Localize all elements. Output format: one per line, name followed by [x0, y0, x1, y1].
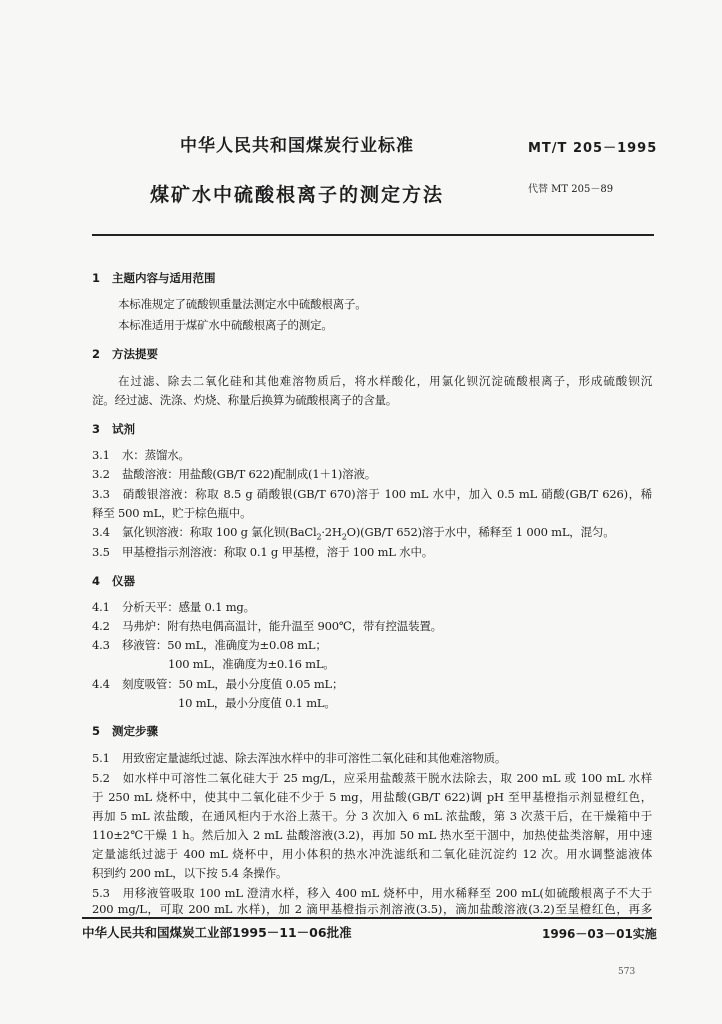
section-heading: 2 方法提要 — [92, 347, 158, 361]
clause-item: 3.4 氯化钡溶液：称取 100 g 氯化钡$(BaCl_2\cdot 2H_2O)(GB/T$ 652)溶于水中，稀释至 1 000 mL，混匀。 — [92, 525, 615, 542]
paragraph-line: 再加 5 mL 浓盐酸，在通风柜内于水浴上蒸干。分 3 次加入 6 mL 浓盐酸，第 3 次蒸干后，在干燥箱中于 — [92, 809, 652, 823]
clause-item: 5.2 如水样中可溶性二氧化硅大于 25 mg/L，应采用盐酸蒸干脱水法除去，取 200 mL 或 100 mL 水样 — [92, 771, 652, 785]
paragraph-line: 释至 500 mL，贮于棕色瓶中。 — [92, 506, 252, 520]
clause-item: 3.5 甲基橙指示剂溶液：称取 0.1 g 甲基橙，溶于 100 mL 水中。 — [92, 545, 434, 559]
section-heading: 5 测定步骤 — [92, 724, 158, 738]
header-divider — [92, 234, 654, 236]
issuing-body-title: 中华人民共和国煤炭行业标准 — [180, 136, 414, 156]
clause-item: 4.4 刻度吸管：50 mL，最小分度值 0.05 mL； — [92, 677, 344, 691]
paragraph-line: 于 250 mL 烧杯中，使其中二氧化硅不少于 5 mg，用盐酸(GB/T 622)调 pH 至甲基橙指示剂显橙红色， — [92, 790, 652, 804]
paragraph-line: 200 mg/L，可取 200 mL 水样)，加 2 滴甲基橙指示剂溶液(3.5)，滴加盐酸溶液(3.2)至呈橙红色，再多 — [92, 902, 652, 916]
implementation-date: 1996－03－01实施 — [542, 927, 657, 941]
clause-item: 4.2 马弗炉：附有热电偶高温计，能升温至 900℃，带有控温装置。 — [92, 619, 442, 633]
paragraph-line: 100 mL，准确度为±0.16 mL。 — [168, 657, 335, 671]
standard-number: MT/T 205－1995 — [528, 141, 658, 156]
clause-item: 5.1 用致密定量滤纸过滤、除去浑浊水样中的非可溶性二氧化硅和其他难溶物质。 — [92, 751, 507, 765]
replaces-standard: 代替 MT 205－89 — [528, 184, 614, 195]
paragraph-line: 10 mL，最小分度值 0.1 mL。 — [178, 696, 336, 710]
section-heading: 3 试剂 — [92, 422, 135, 436]
paragraph-line: 淀。经过滤、洗涤、灼烧、称量后换算为硫酸根离子的含量。 — [92, 393, 398, 407]
clause-item: 4.3 移液管：50 mL，准确度为±0.08 mL； — [92, 638, 327, 652]
document-title: 煤矿水中硫酸根离子的测定方法 — [150, 184, 445, 206]
clause-item: 5.3 用移液管吸取 100 mL 澄清水样，移入 400 mL 烧杯中，用水稀释至 200 mL(如硫酸根离子不大于 — [92, 886, 652, 900]
footer-divider — [82, 917, 652, 919]
section-heading: 4 仪器 — [92, 574, 135, 588]
clause-item: 4.1 分析天平：感量 0.1 mg。 — [92, 600, 255, 614]
paragraph-line: 定量滤纸过滤于 400 mL 烧杯中，用小体积的热水冲洗滤纸和二氧化硅沉淀约 12 次。用水调整滤液体 — [92, 847, 652, 861]
approval-info: 中华人民共和国煤炭工业部1995－11－06批准 — [82, 925, 352, 940]
paragraph-line: 110±2℃干燥 1 h。然后加入 2 mL 盐酸溶液(3.2)，再加 50 mL 热水至干涸中，加热使盐类溶解，用中速 — [92, 828, 652, 842]
paragraph-line: 本标准规定了硫酸钡重量法测定水中硫酸根离子。 — [118, 297, 367, 311]
paragraph-line: 在过滤、除去二氧化硅和其他难溶物质后，将水样酸化，用氯化钡沉淀硫酸根离子，形成硫酸钡沉 — [118, 374, 652, 388]
clause-item: 3.3 硝酸银溶液：称取 8.5 g 硝酸银(GB/T 670)溶于 100 mL 水中，加入 0.5 mL 硝酸(GB/T 626)，稀 — [92, 487, 652, 501]
paragraph-line: 积到约 200 mL，以下按 5.4 条操作。 — [92, 866, 288, 880]
clause-item: 3.1 水：蒸馏水。 — [92, 448, 190, 462]
clause-item: 3.2 盐酸溶液：用盐酸(GB/T 622)配制成(1＋1)溶液。 — [92, 467, 377, 481]
page-number: 573 — [618, 967, 636, 977]
section-heading: 1 主题内容与适用范围 — [92, 271, 216, 285]
paragraph-line: 本标准适用于煤矿水中硫酸根离子的测定。 — [118, 318, 333, 332]
